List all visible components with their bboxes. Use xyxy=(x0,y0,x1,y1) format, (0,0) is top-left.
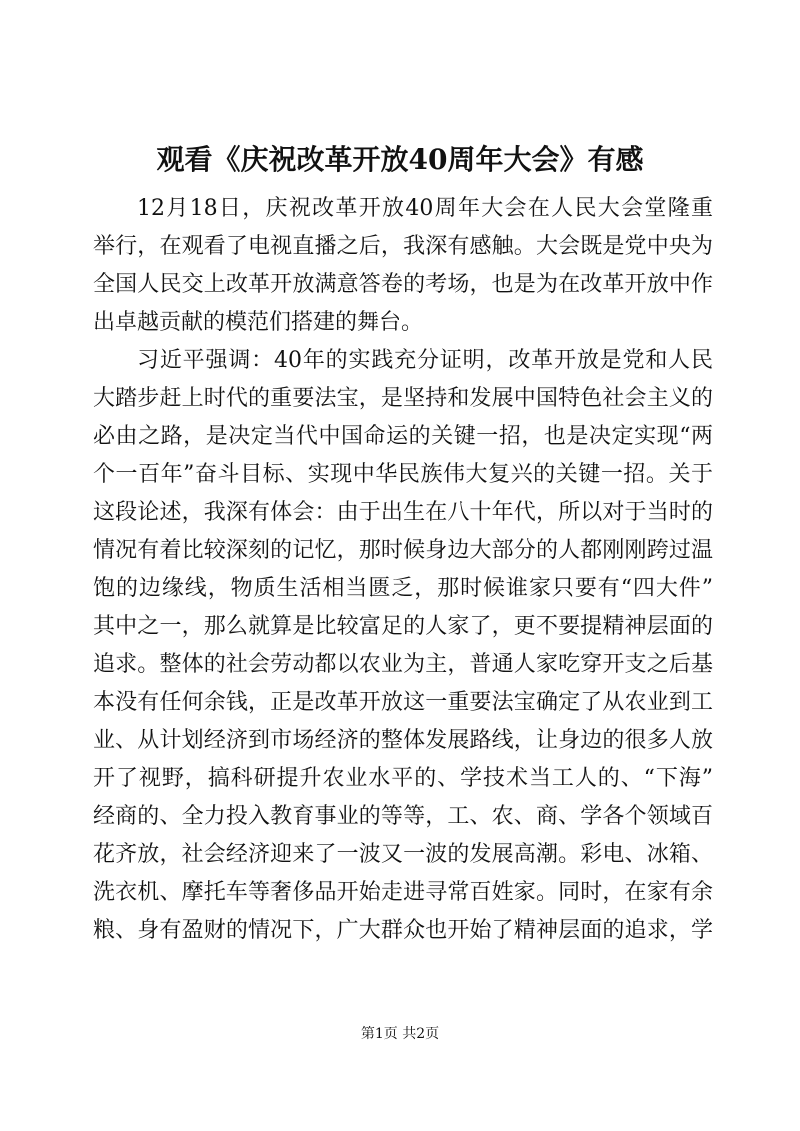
text-line: 必由之路，是决定当代中国命运的关键一招，也是决定实现“两 xyxy=(93,424,713,449)
text-line: 举行，在观看了电视直播之后，我深有感触。大会既是党中央为 xyxy=(93,234,713,259)
text-line: 花齐放，社会经济迎来了一波又一波的发展高潮。彩电、冰箱、 xyxy=(93,842,713,867)
text-line: 个一百年”奋斗目标、实现中华民族伟大复兴的关键一招。关于 xyxy=(93,462,713,487)
text-line: 出卓越贡献的模范们搭建的舞台。 xyxy=(93,310,424,335)
text-line: 全国人民交上改革开放满意答卷的考场，也是为在改革开放中作 xyxy=(93,272,713,297)
text-line: 经商的、全力投入教育事业的等等，工、农、商、学各个领域百 xyxy=(93,804,713,829)
text-line: 饱的边缘线，物质生活相当匮乏，那时候谁家只要有“四大件” xyxy=(93,576,713,601)
text-line: 大踏步赶上时代的重要法宝，是坚持和发展中国特色社会主义的 xyxy=(93,386,713,411)
text-line: 12月18日，庆祝改革开放40周年大会在人民大会堂隆重 xyxy=(137,196,713,221)
text-line: 其中之一，那么就算是比较富足的人家了，更不要提精神层面的 xyxy=(93,614,713,639)
text-line: 粮、身有盈财的情况下，广大群众也开始了精神层面的追求，学 xyxy=(93,918,713,943)
text-line: 这段论述，我深有体会：由于出生在八十年代，所以对于当时的 xyxy=(93,500,713,525)
text-line: 业、从计划经济到市场经济的整体发展路线，让身边的很多人放 xyxy=(93,728,713,753)
page-footer: 第1页 共2页 xyxy=(360,1026,440,1042)
text-line: 情况有着比较深刻的记忆，那时候身边大部分的人都刚刚跨过温 xyxy=(93,538,713,563)
text-line: 洗衣机、摩托车等奢侈品开始走进寻常百姓家。同时，在家有余 xyxy=(93,880,713,905)
document-title: 观看《庆祝改革开放40周年大会》有感 xyxy=(156,143,644,176)
text-line: 本没有任何余钱，正是改革开放这一重要法宝确定了从农业到工 xyxy=(93,690,713,715)
paragraph-2 xyxy=(93,342,713,950)
paragraph-1 xyxy=(93,190,713,342)
document-body xyxy=(93,190,713,950)
text-line: 追求。整体的社会劳动都以农业为主，普通人家吃穿开支之后基 xyxy=(93,652,713,677)
text-line: 开了视野，搞科研提升农业水平的、学技术当工人的、“下海” xyxy=(93,766,713,791)
text-line: 习近平强调：40年的实践充分证明，改革开放是党和人民 xyxy=(137,348,713,373)
